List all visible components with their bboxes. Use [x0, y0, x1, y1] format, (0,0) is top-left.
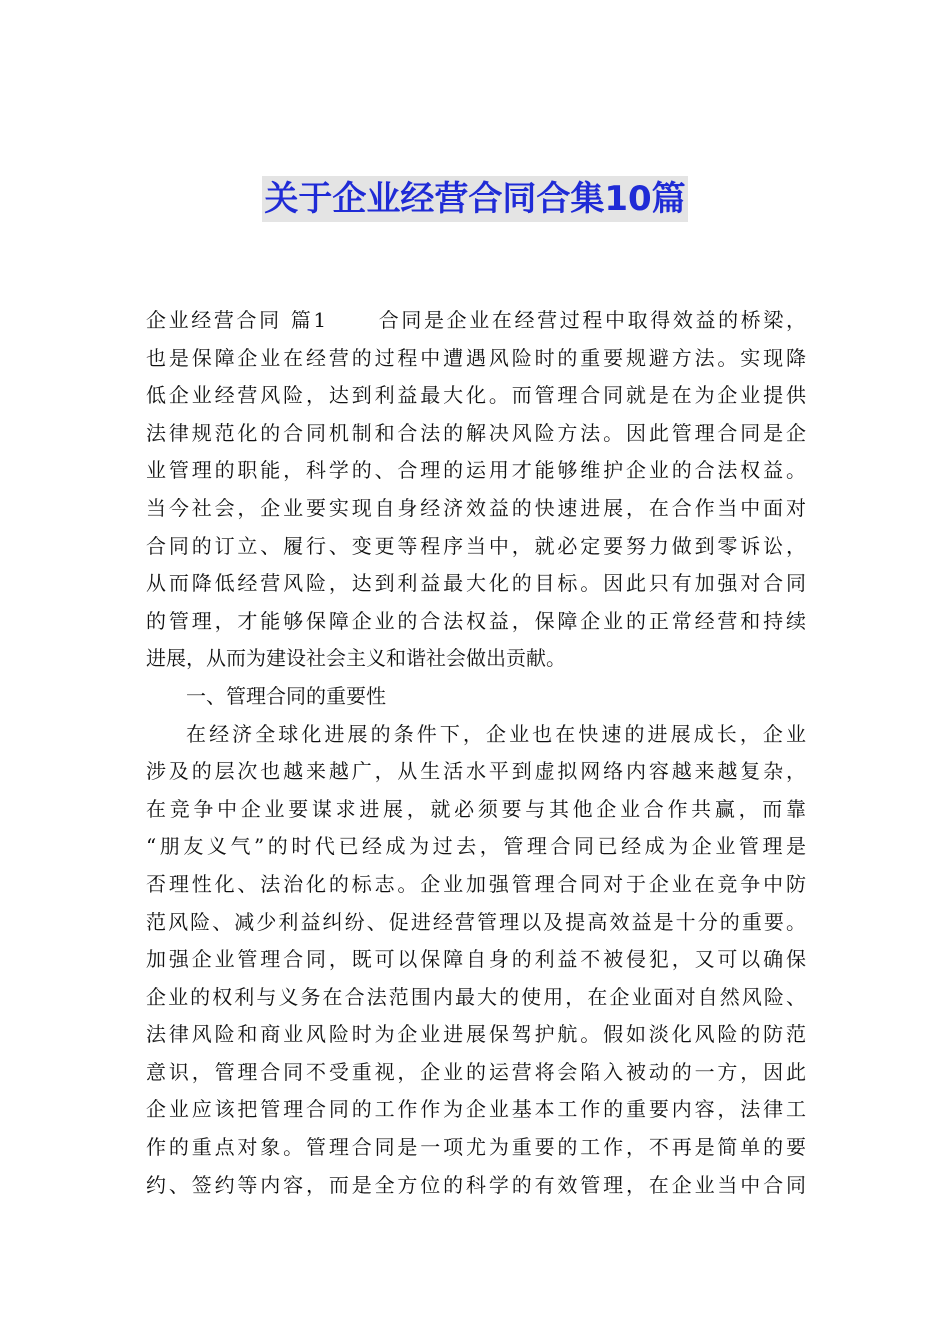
paragraph-line: 的管理，才能够保障企业的合法权益，保障企业的正常经营和持续 — [146, 608, 806, 633]
paragraph-line: 范风险、减少利益纠纷、促进经营管理以及提高效益是十分的重要。 — [146, 909, 806, 934]
paragraph-line: 进展，从而为建设社会主义和谐社会做出贡献。 — [146, 646, 566, 671]
section-heading: 一、管理合同的重要性 — [186, 683, 386, 708]
paragraph-line: 约、签约等内容，而是全方位的科学的有效管理，在企业当中合同 — [146, 1172, 806, 1197]
paragraph-line: 业管理的职能，科学的、合理的运用才能够维护企业的合法权益。 — [146, 458, 806, 483]
paragraph-line: 在竞争中企业要谋求进展，就必须要与其他企业合作共赢，而靠 — [146, 796, 806, 821]
document-title: 关于企业经营合同合集10篇 — [262, 176, 687, 222]
paragraph-line: 也是保障企业在经营的过程中遭遇风险时的重要规避方法。实现降 — [146, 345, 806, 370]
paragraph-line: 涉及的层次也越来越广，从生活水平到虚拟网络内容越来越复杂， — [146, 759, 806, 784]
paragraph-line: 法律风险和商业风险时为企业进展保驾护航。假如淡化风险的防范 — [146, 1022, 806, 1047]
paragraph-line: 从而降低经营风险，达到利益最大化的目标。因此只有加强对合同 — [146, 571, 806, 596]
document-body — [146, 302, 806, 1204]
paragraph-line: 当今社会，企业要实现自身经济效益的快速进展，在合作当中面对 — [146, 495, 806, 520]
paragraph-line: 低企业经营风险，达到利益最大化。而管理合同就是在为企业提供 — [146, 383, 806, 408]
paragraph-line: 作的重点对象。管理合同是一项尤为重要的工作，不再是简单的要 — [146, 1135, 806, 1160]
line-text: 合同是企业在经营过程中取得效益的桥梁， — [376, 308, 806, 332]
paragraph-line: 企业的权利与义务在合法范围内最大的使用，在企业面对自然风险、 — [146, 984, 806, 1009]
paragraph-line: 加强企业管理合同，既可以保障自身的利益不被侵犯，又可以确保 — [146, 947, 806, 972]
paragraph-line: 否理性化、法治化的标志。企业加强管理合同对于企业在竞争中防 — [146, 871, 806, 896]
paragraph-line: 在经济全球化进展的条件下，企业也在快速的进展成长，企业 — [186, 721, 806, 746]
paragraph-line: 企业应该把管理合同的工作作为企业基本工作的重要内容，法律工 — [146, 1097, 806, 1122]
paragraph-line: 合同的订立、履行、变更等程序当中，就必定要努力做到零诉讼， — [146, 533, 806, 558]
section-label: 企业经营合同 篇1 — [146, 308, 327, 332]
paragraph-line: 法律规范化的合同机制和合法的解决风险方法。因此管理合同是企 — [146, 420, 806, 445]
paragraph-line: “朋友义气”的时代已经成为过去，管理合同已经成为企业管理是 — [146, 834, 806, 859]
paragraph-line — [146, 302, 806, 340]
paragraph-line: 意识，管理合同不受重视，企业的运营将会陷入被动的一方，因此 — [146, 1059, 806, 1084]
title-container — [0, 176, 950, 222]
